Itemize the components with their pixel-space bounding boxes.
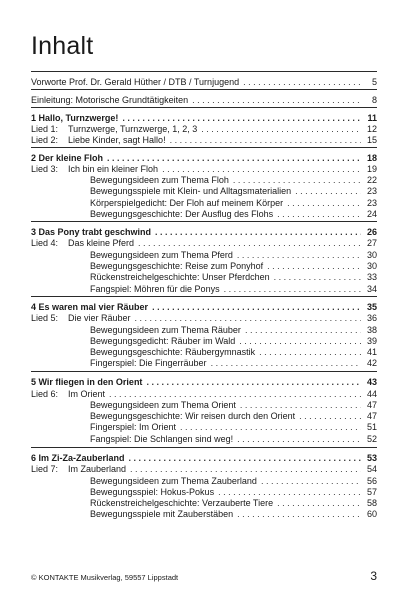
toc-entry xyxy=(90,400,377,411)
toc-page-number: 42 xyxy=(366,358,377,368)
song-number: Lied 2: xyxy=(31,135,59,145)
toc-entry xyxy=(90,284,377,295)
toc-entry xyxy=(31,124,377,135)
toc-page-number: 57 xyxy=(366,487,377,497)
toc-page-number: 30 xyxy=(366,250,377,260)
dot-leader xyxy=(201,124,361,135)
section-divider xyxy=(31,371,377,372)
dot-leader xyxy=(274,272,361,283)
toc-entry xyxy=(31,313,377,324)
dot-leader xyxy=(299,411,361,422)
toc-page-number: 27 xyxy=(366,238,377,248)
toc-page-number: 34 xyxy=(366,284,377,294)
dot-leader xyxy=(192,95,361,106)
dot-leader xyxy=(218,487,361,498)
toc-entry-title: Fingerspiel: Im Orient xyxy=(90,422,177,432)
toc-entry-title: Bewegungsgeschichte: Der Ausflug des Flohs xyxy=(90,209,274,219)
toc-entry-title: Körperspielgedicht: Der Floh auf meinem Körper xyxy=(90,198,284,208)
toc-entry-title: Bewegungsideen zum Thema Räuber xyxy=(90,325,241,335)
toc-entry-title: Bewegungsideen zum Thema Zauberland xyxy=(90,476,257,486)
toc-entry-title: Bewegungsspiele mit Klein- und Alltagsmaterialien xyxy=(90,186,292,196)
section-divider xyxy=(31,447,377,448)
toc-page-number: 47 xyxy=(366,411,377,421)
dot-leader xyxy=(237,250,361,261)
song-number: Lied 6: xyxy=(31,389,59,399)
toc-page-number: 15 xyxy=(366,135,377,145)
toc-page-number: 5 xyxy=(371,77,377,87)
toc-entry xyxy=(90,358,377,369)
toc-page-number: 36 xyxy=(366,313,377,323)
dot-leader xyxy=(277,209,361,220)
toc-entry xyxy=(90,422,377,433)
dot-leader xyxy=(162,164,361,175)
dot-leader xyxy=(107,153,361,164)
toc-entry xyxy=(31,464,377,475)
song-number: Lied 7: xyxy=(31,464,59,474)
toc-entry-title: Bewegungsspiele mit Zauberstäben xyxy=(90,509,234,519)
toc-entry-title: Liebe Kinder, sagt Hallo! xyxy=(68,135,166,145)
section-divider xyxy=(31,89,377,90)
toc-entry-title: Bewegungsideen zum Thema Orient xyxy=(90,400,236,410)
toc-entry-title: 6 Im Zi-Za-Zauberland xyxy=(31,453,125,463)
toc-entry-title: Das kleine Pferd xyxy=(68,238,135,248)
toc-entry-title: Einleitung: Motorische Grundtätigkeiten xyxy=(31,95,189,105)
dot-leader xyxy=(129,453,361,464)
dot-leader xyxy=(170,135,361,146)
dot-leader xyxy=(152,302,361,313)
toc-page-number: 26 xyxy=(366,227,377,237)
dot-leader xyxy=(211,358,361,369)
toc-entry-title: Bewegungsgeschichte: Räubergymnastik xyxy=(90,347,256,357)
toc-chapter-entry xyxy=(31,302,377,313)
toc-entry xyxy=(90,272,377,283)
toc-entry xyxy=(31,135,377,146)
toc-entry-title: 2 Der kleine Floh xyxy=(31,153,104,163)
dot-leader xyxy=(259,347,361,358)
toc-entry xyxy=(31,164,377,175)
toc-entry-title: Im Zauberland xyxy=(68,464,127,474)
dot-leader xyxy=(239,336,361,347)
section-divider xyxy=(31,296,377,297)
toc-page-number: 44 xyxy=(366,389,377,399)
section-divider xyxy=(31,71,377,72)
toc-entry-title: Turnzwerge, Turnzwerge, 1, 2, 3 xyxy=(68,124,198,134)
section-divider xyxy=(31,107,377,108)
song-number: Lied 3: xyxy=(31,164,59,174)
toc-entry xyxy=(90,487,377,498)
toc-entry-title: Bewegungsgeschichte: Wir reisen durch den Orient xyxy=(90,411,296,421)
dot-leader xyxy=(245,325,361,336)
dot-leader xyxy=(224,284,361,295)
toc-entry-title: 5 Wir fliegen in den Orient xyxy=(31,377,143,387)
toc-entry-title: 4 Es waren mal vier Räuber xyxy=(31,302,149,312)
toc-entry-title: Fangspiel: Die Schlangen sind weg! xyxy=(90,434,234,444)
toc-page-number: 35 xyxy=(366,302,377,312)
toc-entry-title: Fangspiel: Möhren für die Ponys xyxy=(90,284,220,294)
toc-entry xyxy=(90,476,377,487)
toc-chapter-entry xyxy=(31,453,377,464)
toc-entry xyxy=(90,434,377,445)
toc-entry xyxy=(90,186,377,197)
toc-page-number: 8 xyxy=(371,95,377,105)
page-title: Inhalt xyxy=(31,32,94,60)
toc-chapter-entry xyxy=(31,153,377,164)
dot-leader xyxy=(237,509,361,520)
dot-leader xyxy=(277,498,361,509)
toc-entry-title: 1 Hallo, Turnzwerge! xyxy=(31,113,119,123)
toc-chapter-entry xyxy=(31,227,377,238)
section-divider xyxy=(31,221,377,222)
toc-entry xyxy=(31,77,377,88)
toc-page-number: 11 xyxy=(367,113,377,123)
song-number: Lied 4: xyxy=(31,238,59,248)
toc-entry xyxy=(90,498,377,509)
toc-page-number: 53 xyxy=(366,453,377,463)
toc-entry xyxy=(31,389,377,400)
toc-page-number: 24 xyxy=(366,209,377,219)
dot-leader xyxy=(135,313,361,324)
song-number: Lied 1: xyxy=(31,124,59,134)
toc-entry-title: Ich bin ein kleiner Floh xyxy=(68,164,159,174)
toc-page-number: 47 xyxy=(366,400,377,410)
dot-leader xyxy=(237,434,361,445)
toc-entry xyxy=(90,336,377,347)
toc-page-number: 23 xyxy=(366,186,377,196)
dot-leader xyxy=(109,389,361,400)
toc-entry xyxy=(90,325,377,336)
toc-entry-title: Bewegungsgedicht: Räuber im Wald xyxy=(90,336,236,346)
dot-leader xyxy=(180,422,361,433)
toc-page-number: 51 xyxy=(366,422,377,432)
toc-entry xyxy=(90,347,377,358)
toc-page-number: 41 xyxy=(366,347,377,357)
toc-entry-title: Bewegungsgeschichte: Reise zum Ponyhof xyxy=(90,261,264,271)
dot-leader xyxy=(233,175,361,186)
toc-page-number: 33 xyxy=(366,272,377,282)
toc-entry-title: Rückenstreichelgeschichte: Verzauberte Tiere xyxy=(90,498,274,508)
dot-leader xyxy=(138,238,361,249)
dot-leader xyxy=(287,198,361,209)
dot-leader xyxy=(146,377,361,388)
toc-page-number: 52 xyxy=(366,434,377,444)
toc-entry-title: Bewegungsspiel: Hokus-Pokus xyxy=(90,487,215,497)
toc-entry-title: Bewegungsideen zum Thema Pferd xyxy=(90,250,233,260)
page-number: 3 xyxy=(370,569,377,583)
section-divider xyxy=(31,147,377,148)
song-number: Lied 5: xyxy=(31,313,59,323)
toc-entry xyxy=(90,261,377,272)
toc-chapter-entry xyxy=(31,377,377,388)
toc-entry xyxy=(90,198,377,209)
dot-leader xyxy=(122,113,361,124)
dot-leader xyxy=(130,464,361,475)
toc-entry xyxy=(90,411,377,422)
toc-entry-title: Die vier Räuber xyxy=(68,313,131,323)
toc-entry xyxy=(31,238,377,249)
toc-page-number: 56 xyxy=(366,476,377,486)
footer-publisher: © KONTAKTE Musikverlag, 59557 Lippstadt xyxy=(31,573,179,582)
dot-leader xyxy=(267,261,361,272)
dot-leader xyxy=(261,476,361,487)
toc-entry-title: Im Orient xyxy=(68,389,106,399)
toc-page-number: 38 xyxy=(366,325,377,335)
toc-entry-title: Vorworte Prof. Dr. Gerald Hüther / DTB / Turnjugend xyxy=(31,77,240,87)
toc-page-number: 30 xyxy=(366,261,377,271)
toc-entry-title: Rückenstreichelgeschichte: Unser Pferdchen xyxy=(90,272,270,282)
toc-page-number: 43 xyxy=(366,377,377,387)
toc-page-number: 60 xyxy=(366,509,377,519)
toc-page-number: 18 xyxy=(366,153,377,163)
dot-leader xyxy=(243,77,361,88)
toc-page-number: 22 xyxy=(366,175,377,185)
toc-chapter-entry xyxy=(31,113,377,124)
dot-leader xyxy=(240,400,361,411)
dot-leader xyxy=(155,227,361,238)
toc-entry-title: 3 Das Pony trabt geschwind xyxy=(31,227,152,237)
toc-entry xyxy=(90,250,377,261)
toc-page-number: 58 xyxy=(366,498,377,508)
toc-page-number: 39 xyxy=(366,336,377,346)
dot-leader xyxy=(295,186,361,197)
toc-entry-title: Fingerspiel: Die Fingerräuber xyxy=(90,358,207,368)
toc-entry xyxy=(90,175,377,186)
toc-page-number: 12 xyxy=(366,124,377,134)
toc-entry-title: Bewegungsideen zum Thema Floh xyxy=(90,175,229,185)
toc-entry xyxy=(90,509,377,520)
toc-page-number: 23 xyxy=(366,198,377,208)
toc-entry xyxy=(31,95,377,106)
toc-page-number: 54 xyxy=(366,464,377,474)
toc-page-number: 19 xyxy=(366,164,377,174)
toc-entry xyxy=(90,209,377,220)
